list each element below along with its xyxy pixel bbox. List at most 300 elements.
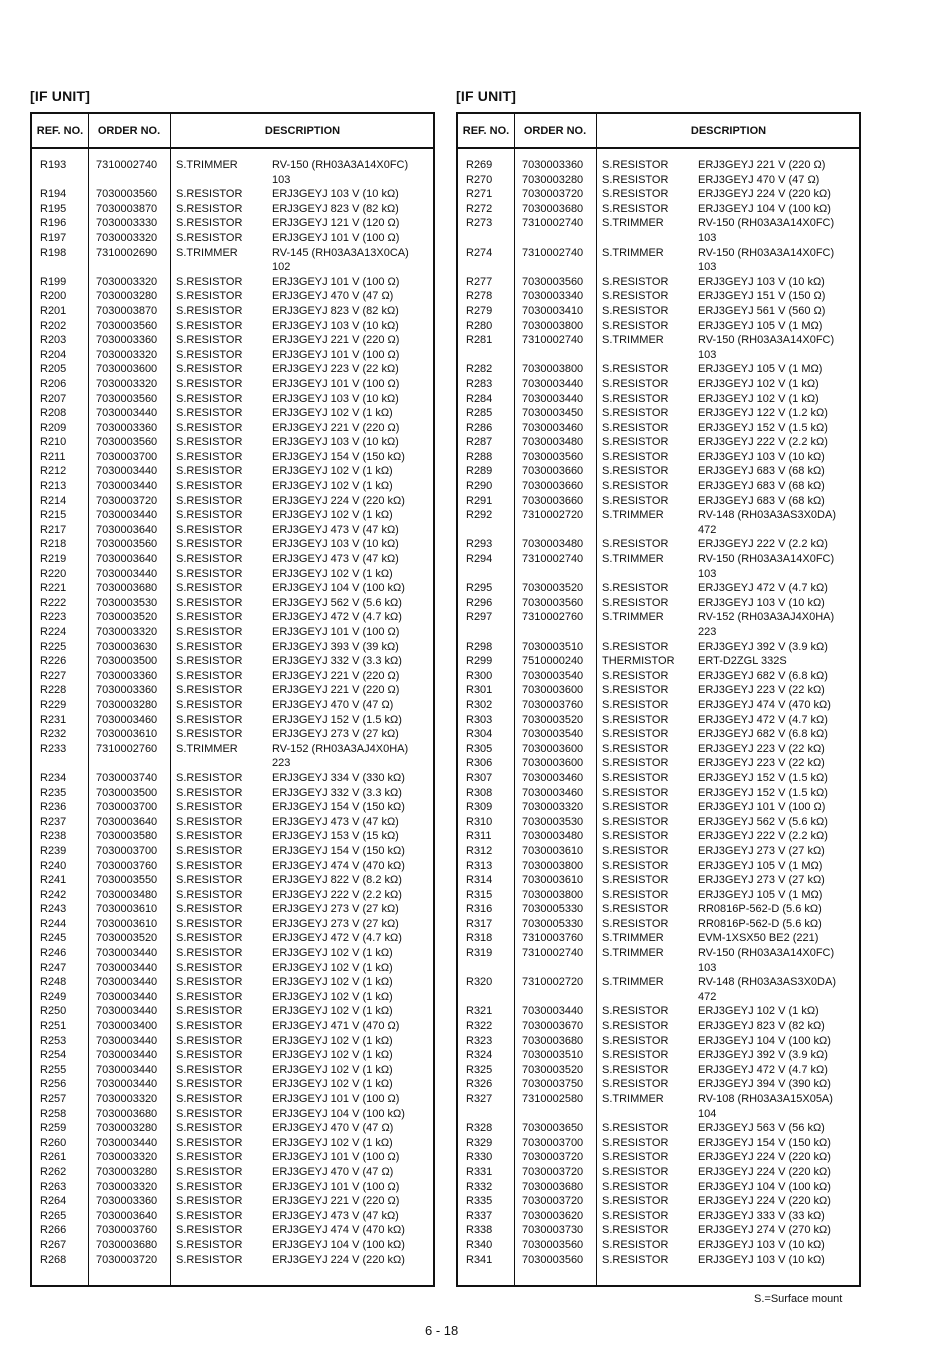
description-cell: ERJ3GEYJ 104 V (100 kΩ): [272, 1107, 405, 1120]
type-cell: S.RESISTOR: [602, 159, 669, 171]
type-cell: S.RESISTOR: [602, 304, 669, 317]
ref-cell: R263: [40, 1180, 67, 1193]
type-cell: S.RESISTOR: [176, 1093, 243, 1105]
description-cell: RV-152 (RH03A3AJ4X0HA): [272, 742, 409, 755]
table-row: [458, 289, 859, 304]
type-cell: S.RESISTOR: [176, 1063, 243, 1076]
type-cell: S.RESISTOR: [602, 859, 669, 872]
type-cell: S.RESISTOR: [176, 567, 243, 580]
table-row: [458, 727, 859, 742]
table-row: [458, 640, 859, 655]
type-cell: S.RESISTOR: [602, 188, 669, 201]
type-cell: S.RESISTOR: [176, 436, 243, 449]
ref-cell: R283: [466, 377, 493, 390]
table-row: [458, 1092, 859, 1121]
ref-cell: R233: [40, 742, 67, 755]
description-cell: ERJ3GEYJ 682 V (6.8 kΩ): [698, 669, 828, 682]
table-row: [32, 1107, 433, 1122]
order-cell: 7030003680: [96, 1238, 158, 1251]
ref-cell: R299: [466, 655, 493, 668]
order-cell: 7310002760: [522, 611, 584, 624]
type-cell: S.RESISTOR: [176, 450, 243, 463]
description-cell: ERJ3GEYJ 102 V (1 kΩ): [272, 961, 393, 974]
table-row: [32, 683, 433, 698]
ref-cell: R295: [466, 582, 493, 595]
description-cell: ERJ3GEYJ 102 V (1 kΩ): [272, 567, 393, 580]
ref-cell: R300: [466, 669, 493, 682]
type-cell: S.RESISTOR: [176, 932, 243, 945]
ref-cell: R196: [40, 217, 67, 230]
order-cell: 7030003760: [522, 698, 584, 711]
description-cell: ERJ3GEYJ 471 V (470 Ω): [272, 1020, 400, 1033]
type-cell: S.RESISTOR: [602, 1180, 669, 1193]
order-cell: 7030003730: [522, 1224, 584, 1237]
table-row: [32, 1253, 433, 1268]
table-row: [32, 975, 433, 990]
table-row: [32, 786, 433, 801]
ref-cell: R231: [40, 713, 67, 726]
order-cell: 7030003480: [96, 888, 158, 901]
description-cell: ERJ3GEYJ 222 V (2.2 kΩ): [272, 888, 402, 901]
ref-cell: R312: [466, 844, 493, 857]
type-cell: S.RESISTOR: [602, 669, 669, 682]
description-cell: ERJ3GEYJ 394 V (390 kΩ): [698, 1078, 831, 1091]
type-cell: S.RESISTOR: [602, 480, 669, 493]
order-cell: 7030003440: [96, 567, 158, 580]
type-cell: S.RESISTOR: [602, 786, 669, 799]
ref-cell: R215: [40, 509, 67, 522]
table-row: [458, 406, 859, 421]
description-cell: ERJ3GEYJ 823 V (82 kΩ): [272, 202, 399, 215]
table-row: [458, 844, 859, 859]
ref-cell: R331: [466, 1165, 493, 1178]
type-cell: S.RESISTOR: [176, 275, 243, 288]
table-row: [458, 187, 859, 202]
description-cell: ERJ3GEYJ 105 V (1 MΩ): [698, 319, 823, 332]
description-cell: EVM-1XSX50 BE2 (221): [698, 932, 819, 945]
order-cell: 7030003720: [522, 1151, 584, 1164]
table-row: [32, 1048, 433, 1063]
ref-cell: R223: [40, 611, 67, 624]
table-row: [458, 742, 859, 757]
table-row: [32, 1150, 433, 1165]
table-row: [32, 406, 433, 421]
table-row: [32, 727, 433, 742]
ref-cell: R238: [40, 830, 67, 843]
ref-cell: R319: [466, 947, 493, 960]
type-cell: S.RESISTOR: [176, 684, 243, 697]
description-cell: ERJ3GEYJ 683 V (68 kΩ): [698, 465, 825, 478]
order-cell: 7030003320: [522, 801, 584, 814]
description-cell-line2: 103: [698, 961, 717, 974]
order-cell: 7030003560: [522, 1253, 584, 1266]
ref-cell: R241: [40, 874, 67, 887]
order-cell: 7030003440: [96, 947, 158, 960]
order-cell: 7030003630: [96, 640, 158, 653]
order-cell: 7030003560: [522, 1238, 584, 1251]
description-cell: ERJ3GEYJ 102 V (1 kΩ): [272, 976, 393, 989]
type-cell: S.RESISTOR: [176, 830, 243, 843]
description-cell: ERJ3GEYJ 224 V (220 kΩ): [698, 1195, 831, 1208]
ref-cell: R296: [466, 596, 493, 609]
type-cell: S.RESISTOR: [176, 1180, 243, 1193]
table-row: [32, 1238, 433, 1253]
table-row: [458, 975, 859, 1004]
ref-cell: R243: [40, 903, 67, 916]
ref-cell: R198: [40, 246, 67, 259]
ref-cell: R249: [40, 990, 67, 1003]
description-cell: ERJ3GEYJ 683 V (68 kΩ): [698, 480, 825, 493]
table-row: [458, 683, 859, 698]
order-cell: 7030003600: [96, 363, 158, 376]
description-cell-line2: 103: [698, 261, 717, 274]
order-cell: 7030003460: [522, 771, 584, 784]
description-cell: ERJ3GEYJ 101 V (100 Ω): [272, 348, 400, 361]
description-cell: ERJ3GEYJ 154 V (150 kΩ): [698, 1136, 831, 1149]
type-cell: S.RESISTOR: [176, 392, 243, 405]
type-cell: S.RESISTOR: [176, 465, 243, 478]
description-cell: ERJ3GEYJ 101 V (100 Ω): [698, 801, 826, 814]
ref-cell: R289: [466, 465, 493, 478]
ref-cell: R246: [40, 947, 67, 960]
left-section-title: [IF UNIT]: [30, 88, 91, 104]
order-cell: 7030003440: [96, 407, 158, 420]
type-cell: S.RESISTOR: [176, 728, 243, 741]
table-row: [32, 421, 433, 436]
ref-cell: R325: [466, 1063, 493, 1076]
order-cell: 7030003520: [522, 1063, 584, 1076]
ref-cell: R221: [40, 582, 67, 595]
type-cell: S.RESISTOR: [176, 976, 243, 989]
table-row: [32, 654, 433, 669]
ref-cell: R207: [40, 392, 67, 405]
order-cell: 7030003540: [522, 728, 584, 741]
order-cell: 7030003680: [96, 582, 158, 595]
order-cell: 7030003510: [522, 640, 584, 653]
description-cell: ERJ3GEYJ 101 V (100 Ω): [272, 275, 400, 288]
order-cell: 7030003340: [522, 290, 584, 303]
table-row: [32, 698, 433, 713]
order-cell: 7030003320: [96, 231, 158, 244]
table-row: [458, 1019, 859, 1034]
order-cell: 7310002760: [96, 742, 158, 755]
description-cell: ERJ3GEYJ 102 V (1 kΩ): [272, 509, 393, 522]
table-row: [32, 625, 433, 640]
order-cell: 7030003600: [522, 684, 584, 697]
description-cell: ERJ3GEYJ 221 V (220 Ω): [272, 684, 400, 697]
ref-cell: R341: [466, 1253, 493, 1266]
order-cell: 7030003560: [96, 188, 158, 201]
order-cell: 7030003550: [96, 874, 158, 887]
description-cell: ERJ3GEYJ 222 V (2.2 kΩ): [698, 830, 828, 843]
type-cell: S.TRIMMER: [602, 334, 664, 347]
order-cell: 7030003520: [96, 611, 158, 624]
description-cell: ERJ3GEYJ 102 V (1 kΩ): [272, 407, 393, 420]
type-cell: S.TRIMMER: [602, 932, 664, 945]
order-cell: 7030003440: [96, 1005, 158, 1018]
order-cell: 7030003360: [96, 1195, 158, 1208]
order-cell: 7030003500: [96, 655, 158, 668]
order-cell: 7310002690: [96, 246, 158, 259]
table-body: [458, 158, 859, 1267]
order-cell: 7030003760: [96, 859, 158, 872]
ref-cell: R262: [40, 1165, 67, 1178]
description-cell: ERJ3GEYJ 102 V (1 kΩ): [272, 480, 393, 493]
table-row: [32, 961, 433, 976]
description-cell: ERJ3GEYJ 154 V (150 kΩ): [272, 450, 405, 463]
order-cell: 7030003660: [522, 465, 584, 478]
header-description: DESCRIPTION: [264, 124, 341, 137]
order-cell: 7310002740: [522, 553, 584, 566]
description-cell: ERJ3GEYJ 563 V (56 kΩ): [698, 1122, 825, 1135]
table-row: [32, 187, 433, 202]
ref-cell: R293: [466, 538, 493, 551]
type-cell: S.RESISTOR: [176, 319, 243, 332]
table-row: [458, 1077, 859, 1092]
table-row: [32, 1209, 433, 1224]
order-cell: 7030003600: [522, 757, 584, 770]
ref-cell: R272: [466, 202, 493, 215]
table-row: [458, 319, 859, 334]
order-cell: 7030003450: [522, 407, 584, 420]
type-cell: S.RESISTOR: [176, 480, 243, 493]
ref-cell: R307: [466, 771, 493, 784]
order-cell: 7030003510: [522, 1049, 584, 1062]
order-cell: 7310002740: [522, 947, 584, 960]
ref-cell: R287: [466, 436, 493, 449]
description-cell: ERJ3GEYJ 470 V (47 Ω): [698, 173, 820, 186]
order-cell: 7030003440: [96, 1063, 158, 1076]
type-cell: S.RESISTOR: [176, 990, 243, 1003]
type-cell: S.RESISTOR: [176, 596, 243, 609]
order-cell: 7030003610: [96, 728, 158, 741]
ref-cell: R320: [466, 976, 493, 989]
ref-cell: R204: [40, 348, 67, 361]
ref-cell: R324: [466, 1049, 493, 1062]
type-cell: S.RESISTOR: [176, 669, 243, 682]
order-cell: 7030003680: [522, 1034, 584, 1047]
type-cell: S.RESISTOR: [602, 1063, 669, 1076]
type-cell: S.RESISTOR: [602, 494, 669, 507]
order-cell: 7030003280: [96, 1122, 158, 1135]
description-cell: ERJ3GEYJ 473 V (47 kΩ): [272, 1209, 399, 1222]
table-row: [458, 596, 859, 611]
table-row: [32, 333, 433, 348]
description-cell: ERJ3GEYJ 102 V (1 kΩ): [698, 1005, 819, 1018]
type-cell: S.TRIMMER: [602, 553, 664, 566]
description-cell: ERJ3GEYJ 470 V (47 Ω): [272, 698, 394, 711]
table-row: [32, 888, 433, 903]
table-row: [32, 829, 433, 844]
table-row: [32, 1121, 433, 1136]
description-cell: ERJ3GEYJ 472 V (4.7 kΩ): [272, 611, 402, 624]
table-row: [458, 392, 859, 407]
ref-cell: R303: [466, 713, 493, 726]
table-row: [32, 1136, 433, 1151]
order-cell: 7030003620: [522, 1209, 584, 1222]
order-cell: 7030003660: [522, 494, 584, 507]
order-cell: 7030003320: [96, 1093, 158, 1105]
order-cell: 7030003360: [96, 334, 158, 347]
type-cell: S.RESISTOR: [602, 319, 669, 332]
type-cell: S.RESISTOR: [176, 553, 243, 566]
right-section-title: [IF UNIT]: [456, 88, 517, 104]
ref-cell: R321: [466, 1005, 493, 1018]
ref-cell: R218: [40, 538, 67, 551]
table-row: [32, 1063, 433, 1078]
order-cell: 7030003720: [522, 1195, 584, 1208]
order-cell: 7030003480: [522, 538, 584, 551]
description-cell: ERJ3GEYJ 473 V (47 kΩ): [272, 815, 399, 828]
description-cell: ERJ3GEYJ 103 V (10 kΩ): [272, 436, 399, 449]
table-row: [458, 362, 859, 377]
ref-cell: R251: [40, 1020, 67, 1033]
type-cell: S.RESISTOR: [176, 844, 243, 857]
type-cell: S.RESISTOR: [176, 1136, 243, 1149]
description-cell: ERJ3GEYJ 103 V (10 kΩ): [272, 188, 399, 201]
description-cell: RV-148 (RH03A3AS3X0DA): [698, 509, 836, 522]
ref-cell: R301: [466, 684, 493, 697]
table-row: [458, 158, 859, 173]
table-row: [32, 610, 433, 625]
description-cell: ERJ3GEYJ 221 V (220 Ω): [272, 334, 400, 347]
ref-cell: R237: [40, 815, 67, 828]
ref-cell: R280: [466, 319, 493, 332]
table-row: [32, 1223, 433, 1238]
description-cell-line2: 104: [698, 1107, 717, 1120]
type-cell: S.RESISTOR: [602, 290, 669, 303]
order-cell: 7030003610: [96, 917, 158, 930]
description-cell: ERJ3GEYJ 273 V (27 kΩ): [698, 844, 825, 857]
order-cell: 7030003560: [96, 538, 158, 551]
type-cell: S.RESISTOR: [176, 334, 243, 347]
table-row: [32, 859, 433, 874]
order-cell: 7030003440: [96, 1136, 158, 1149]
type-cell: S.RESISTOR: [176, 874, 243, 887]
table-row: [458, 610, 859, 639]
order-cell: 7030003560: [96, 392, 158, 405]
description-cell: ERJ3GEYJ 222 V (2.2 kΩ): [698, 538, 828, 551]
description-cell: ERJ3GEYJ 332 V (3.3 kΩ): [272, 786, 402, 799]
table-row: [32, 158, 433, 187]
type-cell: S.RESISTOR: [176, 290, 243, 303]
order-cell: 7030003280: [96, 1165, 158, 1178]
type-cell: S.RESISTOR: [176, 217, 243, 230]
ref-cell: R235: [40, 786, 67, 799]
order-cell: 7030003760: [96, 1224, 158, 1237]
type-cell: S.RESISTOR: [176, 188, 243, 201]
table-row: [32, 1034, 433, 1049]
right-parts-table: [456, 112, 861, 1287]
ref-cell: R197: [40, 231, 67, 244]
type-cell: S.RESISTOR: [602, 684, 669, 697]
type-cell: S.TRIMMER: [602, 976, 664, 989]
table-row: [458, 1194, 859, 1209]
type-cell: S.RESISTOR: [176, 1005, 243, 1018]
description-cell: RV-150 (RH03A3A14X0FC): [698, 334, 835, 347]
table-row: [32, 289, 433, 304]
type-cell: S.RESISTOR: [602, 1195, 669, 1208]
type-cell: S.RESISTOR: [176, 1151, 243, 1164]
type-cell: S.RESISTOR: [602, 917, 669, 930]
description-cell: ERJ3GEYJ 473 V (47 kΩ): [272, 553, 399, 566]
type-cell: S.RESISTOR: [602, 538, 669, 551]
description-cell: ERJ3GEYJ 151 V (150 Ω): [698, 290, 826, 303]
ref-cell: R281: [466, 334, 493, 347]
order-cell: 7030003320: [96, 275, 158, 288]
description-cell: ERJ3GEYJ 473 V (47 kΩ): [272, 523, 399, 536]
description-cell: ERJ3GEYJ 154 V (150 kΩ): [272, 844, 405, 857]
table-row: [458, 1063, 859, 1078]
ref-cell: R210: [40, 436, 67, 449]
description-cell: ERJ3GEYJ 333 V (33 kΩ): [698, 1209, 825, 1222]
type-cell: S.RESISTOR: [602, 830, 669, 843]
description-cell: ERJ3GEYJ 102 V (1 kΩ): [272, 1005, 393, 1018]
ref-cell: R292: [466, 509, 493, 522]
table-row: [458, 888, 859, 903]
type-cell: S.RESISTOR: [602, 742, 669, 755]
table-row: [32, 523, 433, 538]
order-cell: 7030003460: [96, 713, 158, 726]
description-cell-line2: 103: [698, 231, 717, 244]
table-row: [458, 333, 859, 362]
type-cell: S.TRIMMER: [602, 1093, 664, 1105]
table-row: [458, 479, 859, 494]
description-cell: ERJ3GEYJ 273 V (27 kΩ): [698, 874, 825, 887]
type-cell: S.RESISTOR: [602, 1224, 669, 1237]
type-cell: S.RESISTOR: [176, 640, 243, 653]
ref-cell: R311: [466, 830, 492, 843]
description-cell: ERJ3GEYJ 102 V (1 kΩ): [272, 465, 393, 478]
ref-cell: R248: [40, 976, 67, 989]
order-cell: 7030003320: [96, 348, 158, 361]
type-cell: S.RESISTOR: [176, 1020, 243, 1033]
table-row: [458, 173, 859, 188]
ref-cell: R232: [40, 728, 67, 741]
ref-cell: R340: [466, 1238, 493, 1251]
description-cell: ERJ3GEYJ 392 V (3.9 kΩ): [698, 640, 828, 653]
ref-cell: R285: [466, 407, 493, 420]
type-cell: S.RESISTOR: [176, 961, 243, 974]
description-cell: ERJ3GEYJ 153 V (15 kΩ): [272, 830, 399, 843]
ref-cell: R211: [40, 450, 66, 463]
order-cell: 7030003660: [522, 480, 584, 493]
table-row: [458, 815, 859, 830]
type-cell: S.TRIMMER: [176, 246, 238, 259]
ref-cell: R253: [40, 1034, 67, 1047]
type-cell: S.RESISTOR: [602, 640, 669, 653]
table-row: [32, 202, 433, 217]
order-cell: 7030003680: [522, 1180, 584, 1193]
table-row: [458, 304, 859, 319]
type-cell: S.RESISTOR: [602, 1078, 669, 1091]
ref-cell: R305: [466, 742, 493, 755]
table-row: [32, 231, 433, 246]
order-cell: 7030003440: [96, 509, 158, 522]
ref-cell: R245: [40, 932, 67, 945]
ref-cell: R338: [466, 1224, 493, 1237]
description-cell: ERJ3GEYJ 105 V (1 MΩ): [698, 363, 823, 376]
description-cell: ERJ3GEYJ 223 V (22 kΩ): [698, 684, 825, 697]
type-cell: S.TRIMMER: [176, 742, 238, 755]
description-cell: ERJ3GEYJ 101 V (100 Ω): [272, 1151, 400, 1164]
ref-cell: R220: [40, 567, 67, 580]
description-cell: ERJ3GEYJ 222 V (2.2 kΩ): [698, 436, 828, 449]
order-cell: 7030003440: [522, 392, 584, 405]
type-cell: S.RESISTOR: [176, 202, 243, 215]
ref-cell: R239: [40, 844, 67, 857]
description-cell: ERJ3GEYJ 102 V (1 kΩ): [272, 1034, 393, 1047]
